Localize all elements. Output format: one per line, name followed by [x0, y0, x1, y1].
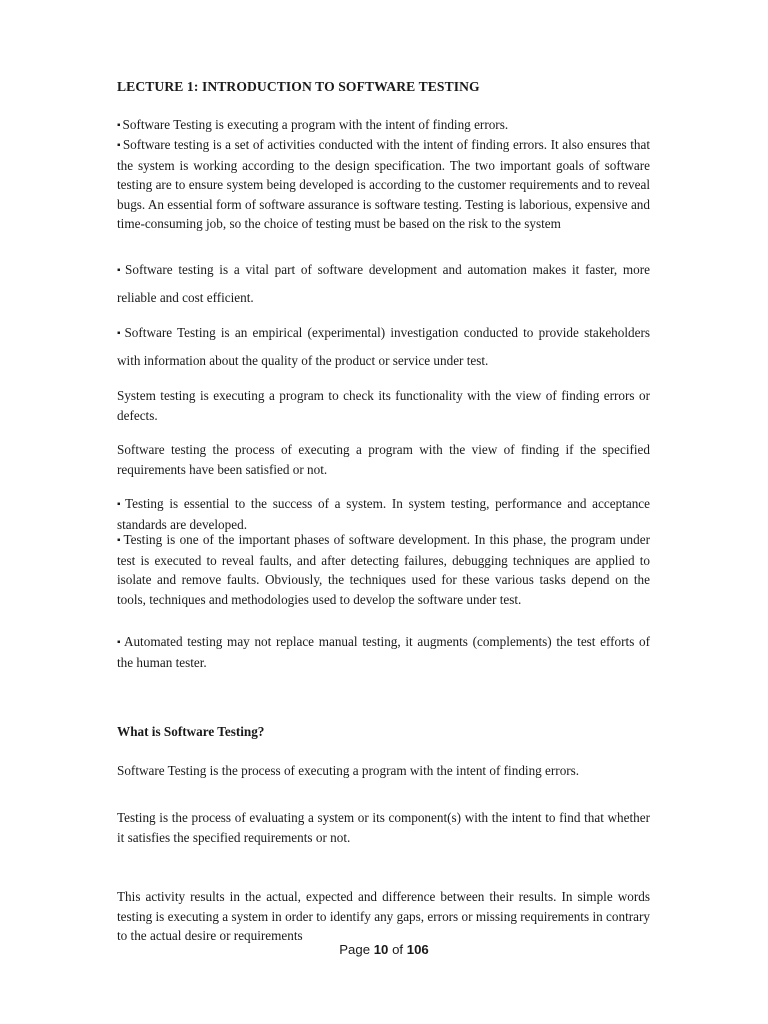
bullet-icon: ▪: [117, 535, 122, 546]
bullet-icon: ▪: [117, 265, 124, 276]
empirical-bullet: ▪ Software Testing is an empirical (experimental) investigation conducted to provide stakeholders with information about the quality of the product or service under test.: [117, 325, 651, 368]
bullet-icon: ▪: [117, 120, 121, 131]
bullet-icon: ▪: [117, 499, 123, 510]
definition-paragraph-2: Testing is the process of evaluating a system or its component(s) with the intent to find that whether it satisfies the specified requirements or not.: [117, 810, 650, 845]
definition-paragraph-3: This activity results in the actual, expected and difference between their results. In simple words testing is executing a system in order to identify any gaps, errors or missing requirements in contrary to the actual desire or requirements: [117, 889, 650, 944]
intro-bullet-1: ▪ Software Testing is executing a program with the intent of finding errors.: [117, 117, 509, 132]
page-total: 106: [406, 942, 429, 957]
bullet-icon: ▪: [117, 328, 123, 339]
process-definition-paragraph: Software testing the process of executing a program with the view of finding if the specified requirements have been satisfied or not.: [117, 442, 650, 477]
intro-bullet-2: ▪ Software testing is a set of activities conducted with the intent of finding errors. It also ensures that the system is working according to the design specification. The two important goals of software testing are to ensure system being developed is according to the customer requirements and to reveal bugs. An essential form of software assurance is software testing. Testing is laborious, expensive and time-consuming job, so the choice of testing must be based on the risk to the system: [117, 137, 650, 232]
automated-testing-bullet: ▪ Automated testing may not replace manual testing, it augments (complements) the test efforts of the human tester.: [117, 634, 651, 670]
lecture-title: LECTURE 1: INTRODUCTION TO SOFTWARE TESTING: [117, 79, 480, 94]
section-heading: What is Software Testing?: [117, 724, 265, 739]
of-label: of: [392, 942, 404, 957]
definition-paragraph-1: Software Testing is the process of executing a program with the intent of finding errors.: [117, 763, 580, 778]
page-number: 10: [373, 942, 389, 957]
essential-bullet-2: ▪ Testing is one of the important phases of software development. In this phase, the program under test is executed to reveal faults, and after detecting failures, debugging techniques are applied to isolate and remove faults. Obviously, the techniques used for these various tasks depend on the tools, techniques and methodologies used to develop the software under test.: [117, 532, 650, 607]
bullet-icon: ▪: [117, 637, 122, 648]
page-label: Page: [339, 942, 371, 957]
page-footer: [0, 942, 768, 957]
system-testing-paragraph: System testing is executing a program to check its functionality with the view of finding errors or defects.: [117, 388, 650, 423]
intro-bullet-3: ▪ Software testing is a vital part of software development and automation makes it faster, more reliable and cost efficient.: [117, 262, 651, 305]
bullet-icon: ▪: [117, 140, 121, 151]
essential-bullet-1: ▪ Testing is essential to the success of a system. In system testing, performance and acceptance standards are developed.: [117, 496, 650, 532]
